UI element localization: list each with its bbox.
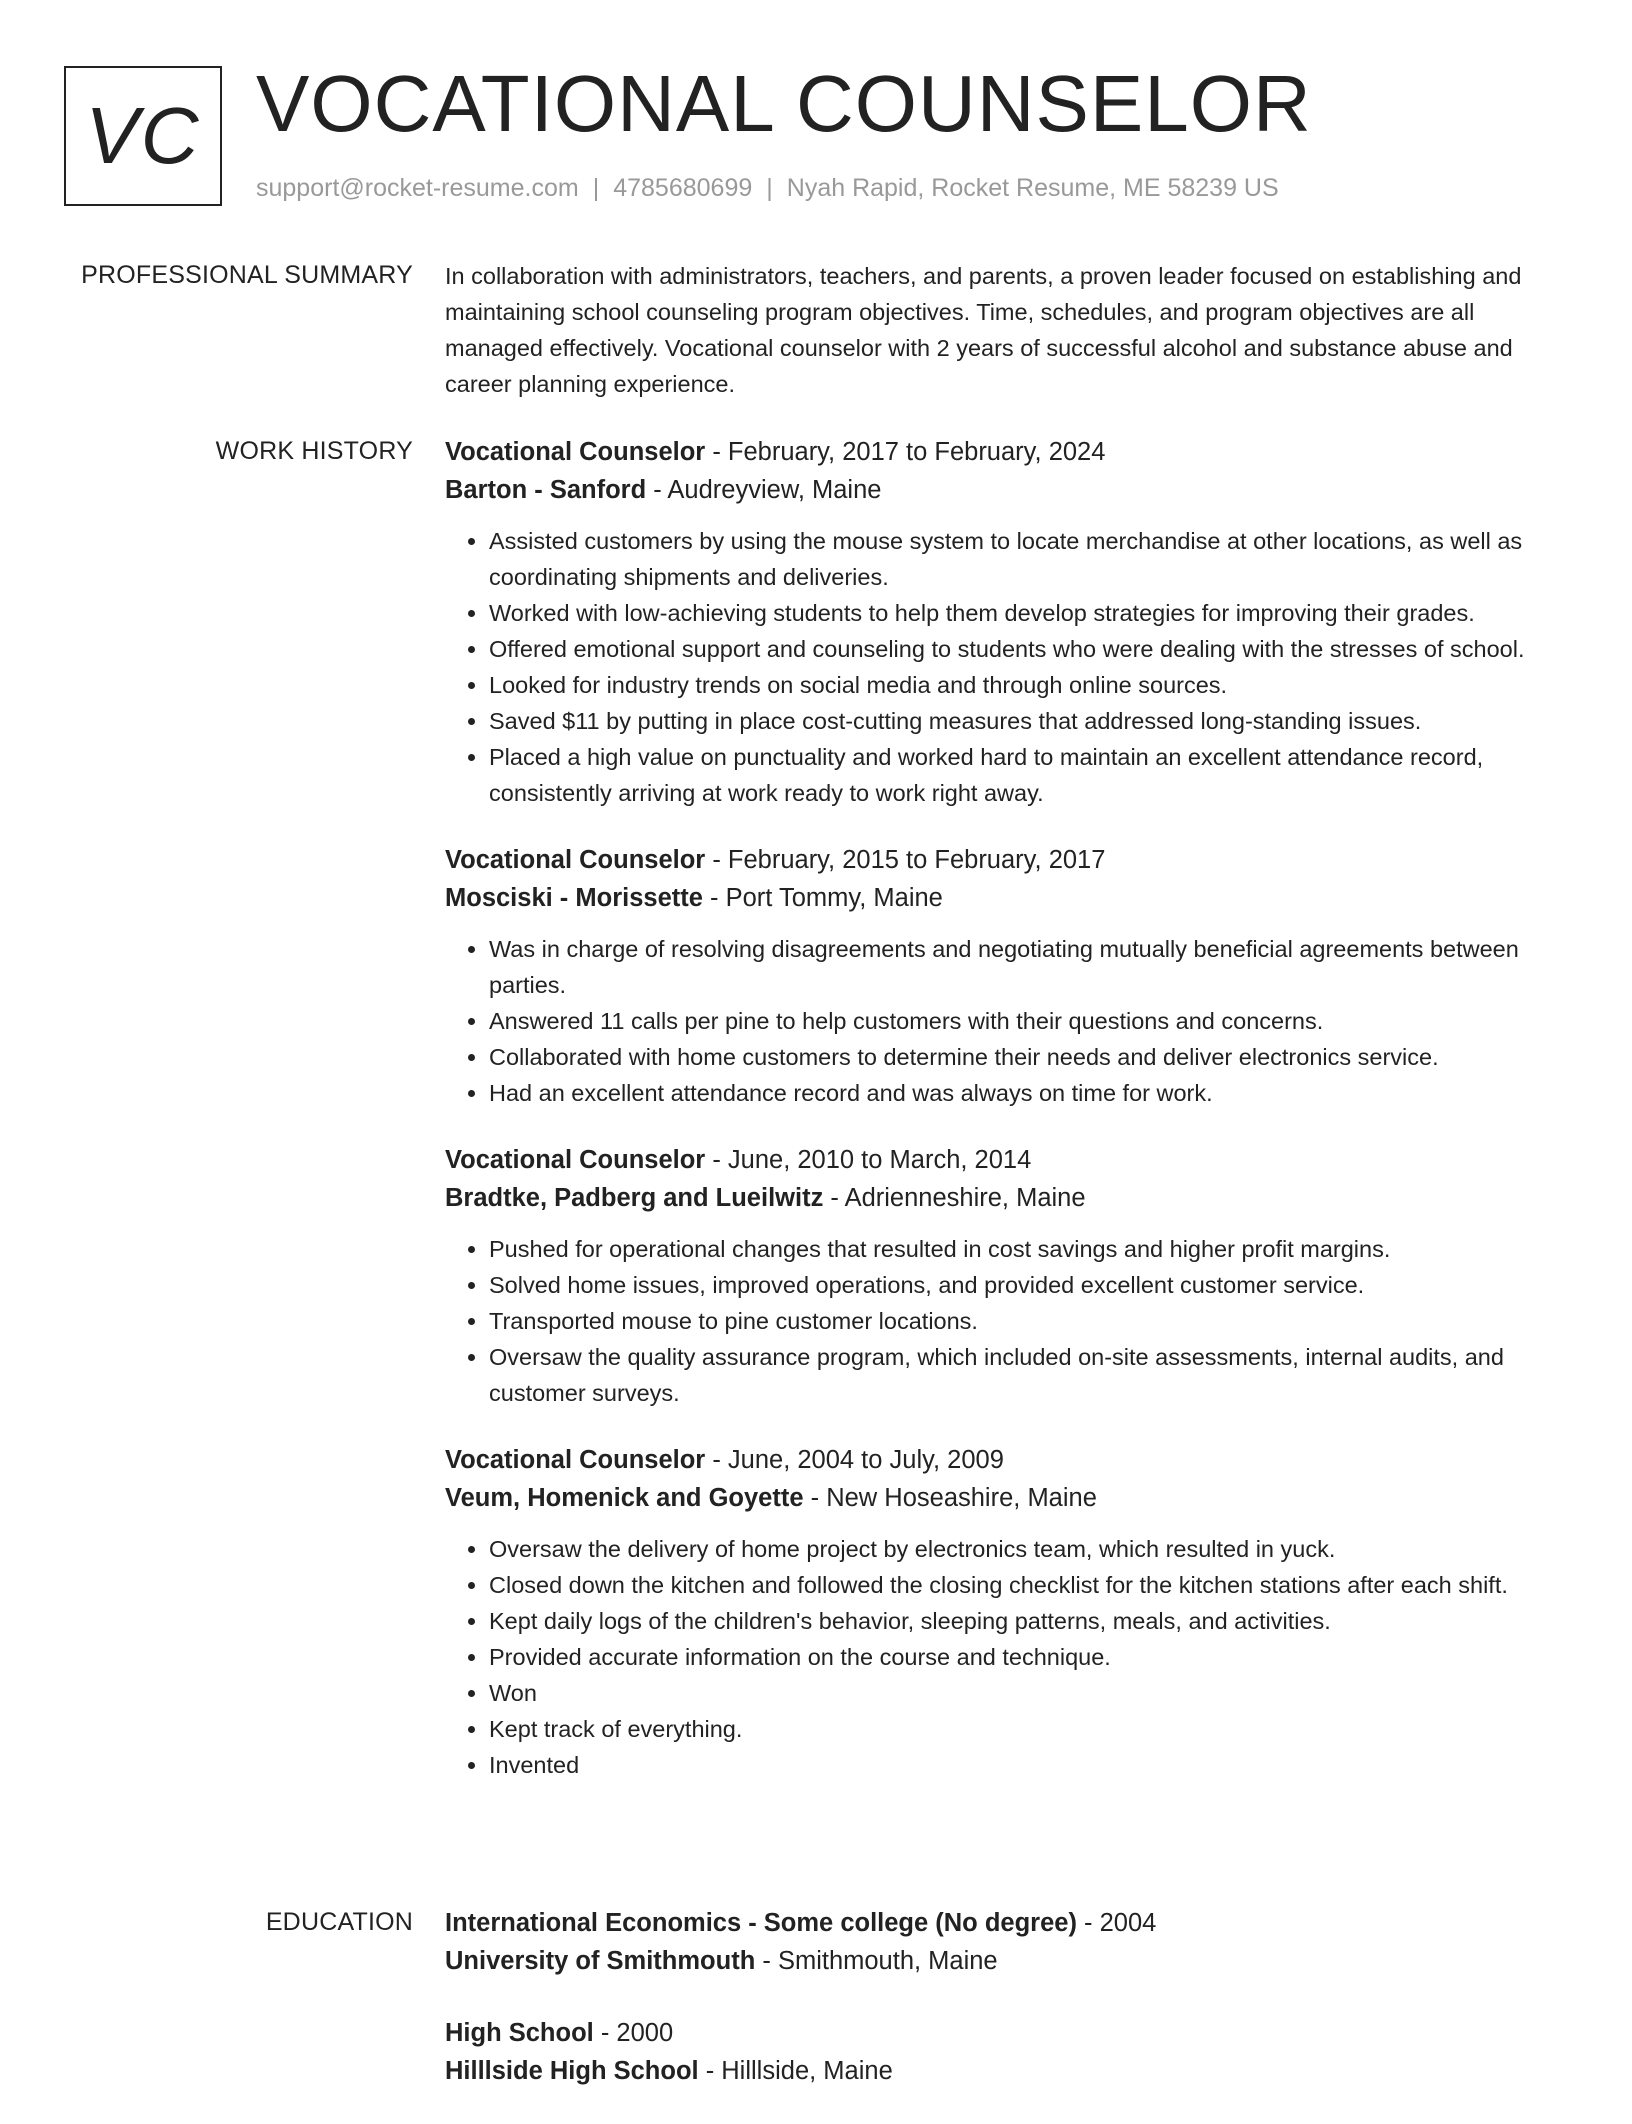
job-dates: - June, 2004 to July, 2009 — [705, 1446, 1004, 1474]
job-bullet: • Assisted customers by using the mouse system to locate merchandise at other locations, as well as coordinating shipments and deliveries. — [489, 523, 1560, 595]
job-bullet: • Answered 11 calls per pine to help customers with their questions and concerns. — [489, 1003, 1560, 1039]
job-bullet: • Had an excellent attendance record and was always on time for work. — [489, 1075, 1560, 1111]
job-title-line — [445, 433, 1560, 471]
job-dates: - February, 2015 to February, 2017 — [705, 846, 1106, 874]
contact-line — [256, 174, 1279, 203]
job-company: Bradtke, Padberg and Lueilwitz — [445, 1184, 824, 1212]
job-company-line — [445, 471, 1560, 509]
education-entry — [445, 2014, 1560, 2090]
job-bullet: • Kept daily logs of the children's behavior, sleeping patterns, meals, and activities. — [489, 1603, 1560, 1639]
education-degree-line — [445, 1904, 1560, 1942]
contact-separator: | — [766, 174, 773, 202]
job-company: Mosciski - Morissette — [445, 884, 703, 912]
job-entry — [445, 841, 1560, 1111]
job-bullet-list — [445, 931, 1560, 1111]
job-bullet-list — [445, 1531, 1560, 1783]
education-school-line — [445, 2052, 1560, 2090]
phone-text: 4785680699 — [613, 174, 753, 202]
job-title: Vocational Counselor — [445, 1146, 706, 1174]
work-history-body — [445, 433, 1560, 1813]
job-location: - New Hoseashire, Maine — [803, 1484, 1097, 1512]
job-bullet: • Collaborated with home customers to determine their needs and deliver electronics service. — [489, 1039, 1560, 1075]
job-dates: - February, 2017 to February, 2024 — [705, 438, 1106, 466]
education-degree: High School — [445, 2019, 594, 2047]
job-location: - Audreyview, Maine — [646, 476, 882, 504]
job-bullet: • Kept track of everything. — [489, 1711, 1560, 1747]
education-school: University of Smithmouth — [445, 1947, 756, 1975]
job-bullet: • Worked with low-achieving students to help them develop strategies for improving their grades. — [489, 595, 1560, 631]
job-company: Veum, Homenick and Goyette — [445, 1484, 804, 1512]
job-bullet: • Won — [489, 1675, 1560, 1711]
job-entry — [445, 1141, 1560, 1411]
job-bullet: • Transported mouse to pine customer locations. — [489, 1303, 1560, 1339]
education-school: Hilllside High School — [445, 2057, 699, 2085]
job-bullet: • Solved home issues, improved operations, and provided excellent customer service. — [489, 1267, 1560, 1303]
job-entry — [445, 433, 1560, 811]
summary-text: In collaboration with administrators, teachers, and parents, a proven leader focused on establishing and maintaining school counseling program objectives. Time, schedules, and program objectives are all managed effectively. Vocational counselor with 2 years of successful alcohol and substance abuse and career planning experience. — [445, 263, 1522, 397]
job-bullet: • Oversaw the delivery of home project by electronics team, which resulted in yuck. — [489, 1531, 1560, 1567]
page-title: VOCATIONAL COUNSELOR — [256, 59, 1312, 148]
job-location: - Adrienneshire, Maine — [823, 1184, 1086, 1212]
job-company-line — [445, 1179, 1560, 1217]
education-school-line — [445, 1942, 1560, 1980]
job-title-line — [445, 1141, 1560, 1179]
email-text: support@rocket-resume.com — [256, 174, 579, 202]
education-year: - 2004 — [1076, 1909, 1157, 1937]
job-bullet-list — [445, 523, 1560, 811]
job-bullet: • Invented — [489, 1747, 1560, 1783]
monogram-logo: VC — [64, 66, 222, 206]
job-bullet: • Looked for industry trends on social media and through online sources. — [489, 667, 1560, 703]
job-bullet: • Saved $11 by putting in place cost-cutting measures that addressed long-standing issues. — [489, 703, 1560, 739]
education-degree: International Economics - Some college (No degree) — [445, 1909, 1077, 1937]
job-title-line — [445, 841, 1560, 879]
job-entry — [445, 1441, 1560, 1783]
job-bullet: • Was in charge of resolving disagreements and negotiating mutually beneficial agreements between parties. — [489, 931, 1560, 1003]
job-title: Vocational Counselor — [445, 438, 706, 466]
section-label-summary: PROFESSIONAL SUMMARY — [81, 261, 413, 289]
job-bullet-list — [445, 1231, 1560, 1411]
education-entry — [445, 1904, 1560, 1980]
job-dates: - June, 2010 to March, 2014 — [705, 1146, 1032, 1174]
job-company: Barton - Sanford — [445, 476, 647, 504]
job-title-line — [445, 1441, 1560, 1479]
contact-separator: | — [592, 174, 600, 202]
job-bullet: • Closed down the kitchen and followed the closing checklist for the kitchen stations after each shift. — [489, 1567, 1560, 1603]
job-bullet: • Provided accurate information on the course and technique. — [489, 1639, 1560, 1675]
job-company-line — [445, 1479, 1560, 1517]
summary-body — [445, 258, 1560, 402]
education-body — [445, 1904, 1560, 2124]
job-title: Vocational Counselor — [445, 1446, 706, 1474]
job-bullet: • Placed a high value on punctuality and worked hard to maintain an excellent attendance record, consistently arriving at work ready to work right away. — [489, 739, 1560, 811]
education-year: - 2000 — [593, 2019, 674, 2047]
education-degree-line — [445, 2014, 1560, 2052]
job-title: Vocational Counselor — [445, 846, 706, 874]
job-bullet: • Pushed for operational changes that resulted in cost savings and higher profit margins. — [489, 1231, 1560, 1267]
job-location: - Port Tommy, Maine — [702, 884, 943, 912]
education-location: - Hilllside, Maine — [698, 2057, 893, 2085]
address-text: Nyah Rapid, Rocket Resume, ME 58239 US — [786, 174, 1279, 202]
job-bullet: • Offered emotional support and counseling to students who were dealing with the stresses of school. — [489, 631, 1560, 667]
education-location: - Smithmouth, Maine — [755, 1947, 998, 1975]
job-bullet: • Oversaw the quality assurance program, which included on-site assessments, internal audits, and customer surveys. — [489, 1339, 1560, 1411]
job-company-line — [445, 879, 1560, 917]
section-label-work-history: WORK HISTORY — [215, 437, 413, 465]
section-label-education: EDUCATION — [265, 1908, 413, 1936]
